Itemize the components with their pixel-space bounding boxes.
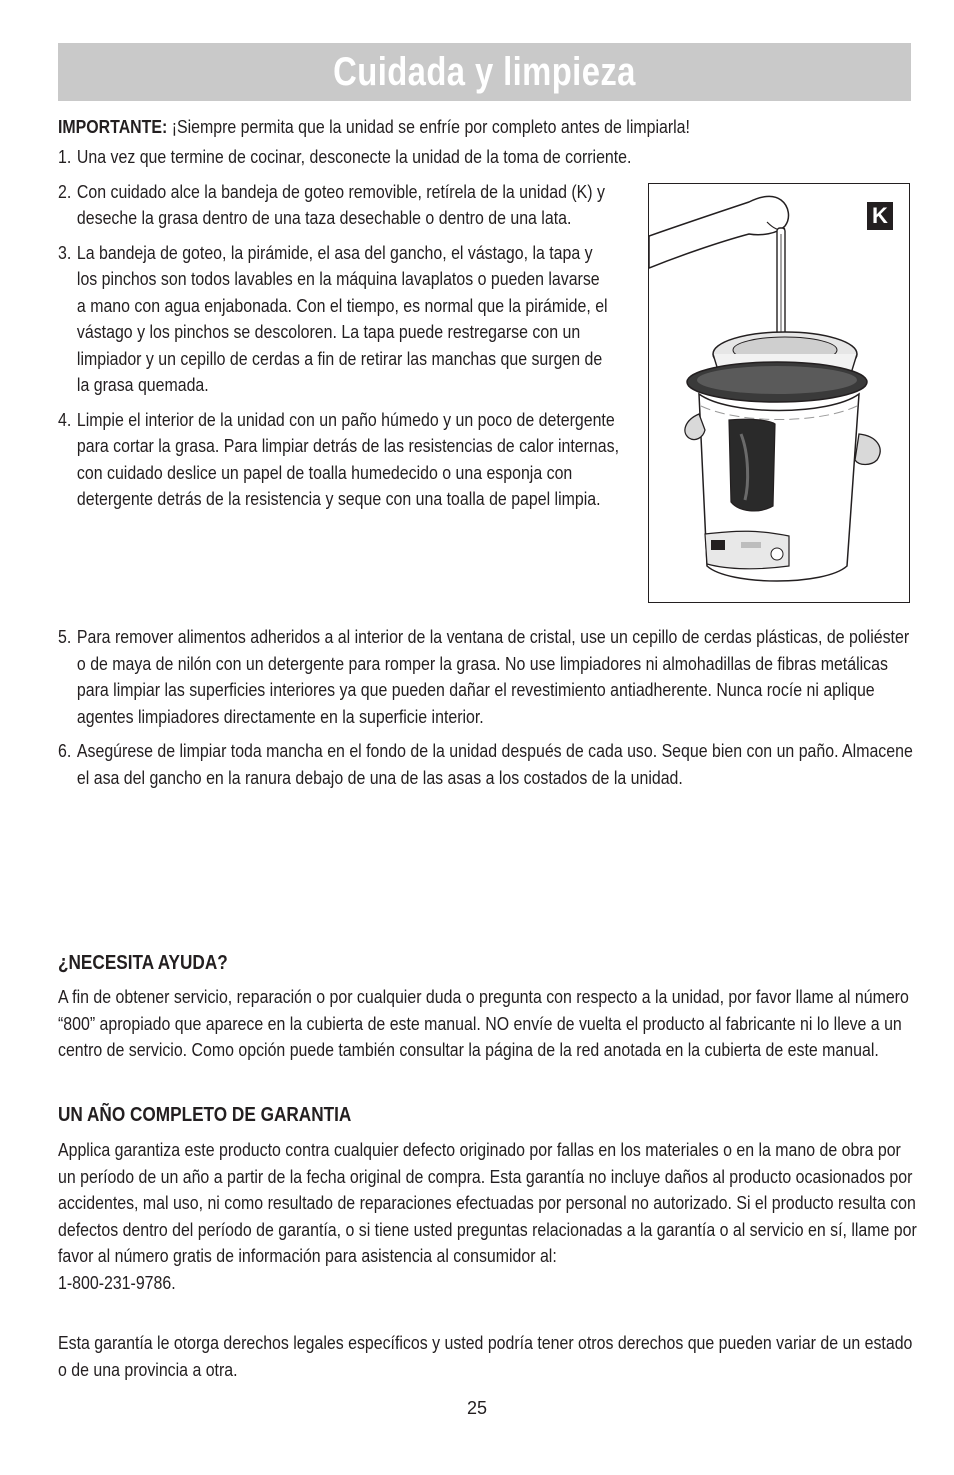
list-item: 3. La bandeja de goteo, la pirámide, el asa del gancho, el vástago, la tapa y los pinchos son todos lavables en la máquina lavaplatos o pueden lavarse a mano con agua enjabonada. Con el tiempo, es normal que la pirámide, el vástago y los pinchos se descoloren. La tapa puede restregarse con un limpiador y un cepillo de cerdas a fin de retirar las manchas que surgen de la grasa quemada. [58,241,608,395]
fryer-drawing [649,184,909,602]
important-label: IMPORTANTE: [58,116,168,137]
list-item: 1. Una vez que termine de cocinar, desconecte la unidad de la toma de corriente. [58,146,632,167]
page-title: Cuidada y limpieza [333,50,636,94]
list-item: 5. Para remover alimentos adheridos a al interior de la ventana de cristal, use un cepillo de cerdas plásticas, de poliéster o de maya de nilón con un detergente para romper la grasa. No use limpiadores ni almohadillas de fibras metálicas para limpiar las superficies interiores ya que pueden dañar el revestimiento antiadherente. Nunca rocíe ni aplique agentes limpiadores directamente en la superficie interior. [58,626,910,727]
step-text: Asegúrese de limpiar toda mancha en el fondo de la unidad después de cada uso. Seque bien con un paño. Almacene el asa del gancho en la ranura debajo de una de las asas a los costados de la unidad. [76,740,913,788]
page-number: 25 [466,1398,488,1418]
warranty-text [58,1137,918,1296]
figure-label-k: K [867,202,893,230]
title-banner [58,43,911,101]
list-item: 6. Asegúrese de limpiar toda mancha en el fondo de la unidad después de cada uso. Seque bien con un paño. Almacene el asa del gancho en la ranura debajo de una de las asas a los costados de la unidad. [58,740,913,788]
steps-list-narrow [58,144,645,521]
important-text: ¡Siempre permita que la unidad se enfríe por completo antes de limpiarla! [167,116,690,137]
step-text: Limpie el interior de la unidad con un paño húmedo y un poco de detergente para cortar la grasa. Para limpiar detrás de las resistencias de calor internas, con cuidado deslice un papel de toalla humedecido o una esponja con detergente detrás de la resistencia y seque con una toalla de papel limpia. [76,408,620,509]
step-text: La bandeja de goteo, la pirámide, el asa del gancho, el vástago, la tapa y los pinchos son todos lavables en la máquina lavaplatos o pueden lavarse a mano con agua enjabonada. Con el tiempo, es normal que la pirámide, el vástago y los pinchos se descoloren. La tapa puede restregarse con un limpiador y un cepillo de cerdas a fin de retirar las manchas que surgen de la grasa quemada. [76,241,608,395]
list-item: 2. Con cuidado alce la bandeja de goteo removible, retírela de la unidad (K) y deseche la grasa dentro de una taza desechable o dentro de una lata. [58,180,605,228]
steps-list-wide [58,624,920,799]
help-text: A fin de obtener servicio, reparación o por cualquier duda o pregunta con respecto a la unidad, por favor llame al número “800” apropiado que aparece en la cubierta de este manual. NO envíe de vuelta el producto al fabricante ni lo lleve a un centro de servicio. Como opción puede también consultar la página de la red anotada en la cubierta de este manual. [58,986,909,1060]
step-text: Una vez que termine de cocinar, desconecte la unidad de la toma de corriente. [76,146,632,167]
warranty-rights-text: Esta garantía le otorga derechos legales específicos y usted podría tener otros derechos que pueden variar de un estado o de una provincia a otra. [58,1332,913,1380]
warranty-phone: 1-800-231-9786. [58,1271,176,1293]
fryer-illustration [648,183,910,603]
step-text: Con cuidado alce la bandeja de goteo removible, retírela de la unidad (K) y deseche la grasa dentro de una taza desechable o dentro de una lata. [76,180,605,228]
list-item: 4. Limpie el interior de la unidad con un paño húmedo y un poco de detergente para cortar la grasa. Para limpiar detrás de las resistencias de calor internas, con cuidado deslice un papel de toalla humedecido o una esponja con detergente detrás de la resistencia y seque con una toalla de papel limpia. [58,408,620,509]
warranty-heading: UN AÑO COMPLETO DE GARANTIA [58,1104,352,1126]
help-heading: ¿NECESITA AYUDA? [58,952,228,974]
step-text: Para remover alimentos adheridos a al interior de la ventana de cristal, use un cepillo de cerdas plásticas, de poliéster o de maya de nilón con un detergente para romper la grasa. No use limpiadores ni almohadillas de fibras metálicas para limpiar las superficies interiores ya que pueden dañar el revestimiento antiadherente. Nunca rocíe ni aplique agentes limpiadores directamente en la superficie interior. [76,626,910,727]
important-note [58,114,798,141]
warranty-body: Applica garantiza este producto contra cualquier defecto originado por fallas en los materiales o en la mano de obra por un período de un año a partir de la fecha original de compra. Esta garantía no incluye daños al producto ocasionados por accidentes, mal uso, ni como resultado de reparaciones efectuadas por personal no autorizado. Si el producto resulta con defectos dentro del período de garantía, o si tiene usted preguntas relacionadas a la garantía o al servicio en sí, llame por favor al número gratis de información para asistencia al consumidor al: [58,1139,917,1266]
